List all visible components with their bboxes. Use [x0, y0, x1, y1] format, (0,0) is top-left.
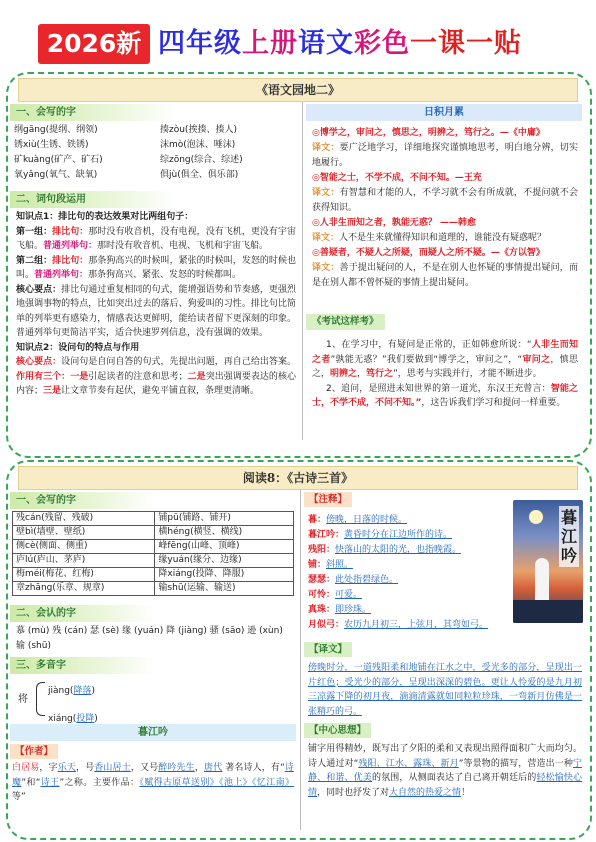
translation-text: 傍晚时分，一道残阳柔和地铺在江水之中，受光多的部分，呈现出一片红色；受光少的部分，呈现出深深的碧色。更让人怜爱的是九月初三凉露下降的初月夜，滴滴清露就如同粒粒珍珠，一弯新月仿佛是一张精巧的弓。 [308, 663, 582, 717]
author-text: ，字 [39, 763, 58, 773]
word-item: 纲gāng(提纲、纲领) [14, 125, 98, 135]
title-volume: 上册 [242, 28, 298, 59]
reading-word: 投降 [76, 714, 95, 724]
theme-content [308, 742, 582, 800]
word-item: 矿kuàng(矿产、矿石) [14, 155, 103, 165]
effect-text: 让文章节奏有起伏，避免平铺直叙，条理更清晰。 [61, 386, 260, 396]
top-divider [302, 102, 303, 440]
table-cell: 峰fēng(山峰、顶峰) [155, 540, 294, 554]
river-shape [513, 600, 583, 623]
word-item: 揍zòu(挨揍、揍人) [160, 125, 237, 135]
effect-label: 二是 [187, 371, 206, 382]
author-text: ，又号 [130, 763, 159, 773]
knowledge-point-1: 知识点1：排比句的表达效果对比两组句子： [16, 212, 194, 222]
table-cell: 庐lú(庐山、茅庐) [13, 554, 155, 568]
author-works: 《赋得古原草送别》《池上》《忆江南》 [139, 777, 294, 788]
exam-content [312, 338, 578, 411]
note-item [308, 527, 512, 542]
exam-text: ”孰能无惑？”我们要做到“博学之，审问之”，“ [330, 354, 523, 365]
table-cell: 壁bì(墙壁、壁纸) [13, 526, 155, 540]
list-label: 普通列举句： [34, 270, 89, 280]
exam-text: ， [357, 369, 367, 379]
note-def: 黄昏时分在江边所作的诗。 [344, 530, 453, 540]
effect-text: 引起读者的注意和思考； [88, 371, 188, 382]
word-item: 沫mò(泡沫、唾沫) [160, 140, 236, 150]
translation-text: 有智慧和才能的人，不学习就不会有所成就，不提问就不会获得知识。 [312, 188, 578, 213]
word-item: 氧yǎng(氧气、缺氧) [14, 170, 98, 180]
table-row [13, 582, 294, 596]
translation-label: 译文： [312, 143, 340, 153]
title-grade: 四年级 [158, 28, 242, 59]
usage-heading: 二、词句段运用 [10, 191, 176, 208]
note-term: 可怜： [308, 590, 336, 600]
note-def: 快落山的太阳的光，也指晚霞。 [335, 545, 462, 555]
poem-title-bar: 暮江吟 [10, 724, 296, 741]
exam-text: 1、在学习中，有疑问是正常的，正如韩愈所说：“ [326, 340, 532, 350]
poem-illustration [513, 500, 583, 623]
note-term: 暮： [308, 515, 327, 525]
author-text: ， [194, 763, 204, 773]
daily-content [312, 126, 578, 291]
reading-1 [48, 677, 168, 705]
moon-shape [529, 510, 543, 524]
exam-text: ”，思考与实践并行，才能不断进步。 [393, 369, 542, 379]
note-item [308, 602, 512, 617]
parallel-label: 排比句： [52, 226, 89, 237]
note-def: 斜照。 [326, 560, 354, 570]
polyphone-brace [36, 682, 45, 716]
table-cell: 章zhāng(乐章、规章) [13, 582, 155, 596]
group-1 [16, 225, 296, 254]
table-cell: 铺pū(铺路、铺开) [155, 512, 294, 526]
reading-close: ) [94, 714, 98, 724]
author-name: 白居易 [12, 763, 40, 773]
exam-text: ，慎思之， [312, 354, 578, 379]
author-highlight: 诗王 [40, 777, 60, 788]
translation-tag: 【译文】 [304, 642, 352, 657]
effect-label: 作用有三个：一是 [16, 371, 89, 382]
illustration-title: 暮江吟 [560, 508, 577, 565]
write-heading: 一、会写的字 [10, 492, 156, 509]
word-item: 俱jù(俱全、俱乐部) [160, 170, 239, 180]
group-2 [16, 254, 296, 283]
author-text: 等” [12, 792, 26, 802]
theme-highlight: 宁静、和谐、优美 [308, 758, 582, 783]
note-term: 残阳： [308, 545, 336, 555]
figure-shape [535, 558, 549, 604]
table-cell: 输shū(运输、输送) [155, 582, 294, 596]
theme-text: ！ [461, 787, 471, 798]
author-tag: 【作者】 [10, 744, 58, 759]
note-item [308, 542, 512, 557]
note-def: 即珍珠。 [335, 605, 372, 615]
answer: 笃行之 [366, 369, 394, 379]
group-label: 第一组： [16, 226, 53, 237]
author-text: ”和“ [21, 777, 41, 788]
title-color: 彩色 [354, 28, 410, 59]
year-label: 2026新 [46, 29, 142, 58]
translation-line [312, 261, 578, 291]
table-row [13, 526, 294, 540]
core-point-2 [16, 355, 296, 399]
table-cell: 横héng(横竖、横线) [155, 526, 294, 540]
theme-text: 铺字用得精妙，既写出了夕阳的柔和又表现出照得面积广大而均匀。诗人通过对“ [308, 744, 582, 769]
table-row [13, 554, 294, 568]
effect-text: 突出强调要表达的核心内容； [16, 371, 296, 396]
author-highlight: 诗魔 [12, 763, 294, 788]
note-item [308, 572, 512, 587]
core-label: 核心要点： [16, 284, 62, 295]
translation-text: 要广泛地学习，详细地探究谨慎地思考，明白地分辨，切实地履行。 [312, 143, 578, 168]
write-table [12, 511, 294, 596]
translation-label: 译文： [312, 188, 340, 198]
answer: 审问之 [522, 354, 551, 365]
core-point [16, 283, 296, 341]
translation-line [312, 231, 578, 246]
translation-line [312, 141, 578, 171]
note-def: 农历九月初三，上弦月，其弯如弓。 [344, 620, 489, 630]
daily-heading: 日积月累 [306, 104, 582, 121]
knowledge-point-2: 知识点2：设问句的特点与作用 [16, 342, 140, 353]
title-subject: 语文 [298, 28, 354, 59]
recognize-content [16, 624, 296, 654]
translation-text: 善于提出疑问的人，不是在别人也怀疑的事情提出疑问，而是在别人都不曾怀疑的事情上提出疑问。 [312, 263, 578, 288]
word-item: 锈xiù(生锈、铁锈) [14, 140, 89, 150]
note-term: 暮江吟： [308, 530, 345, 540]
core-text: 排比句通过重复相同的句式，能增强语势和节奏感，更强烈地强调事物的特点，比如突出过去的落后、狗爱叫的习性。排比句比简单的列举更有感染力，情感表达更鲜明，能给读者留下更深刻的印象。普通列举句更简洁平实，适合快速罗列信息，没有强调的效果。 [16, 284, 296, 338]
note-item [308, 617, 512, 632]
answer: 人非生而知之者 [312, 340, 578, 365]
author-highlight: 唐代 [203, 763, 223, 773]
author-text: ”之称。主要作品： [59, 777, 140, 788]
note-term: 瑟瑟： [308, 575, 336, 585]
exam-heading: 《考试这样考》 [306, 314, 385, 330]
notes-tag: 【注释】 [304, 492, 352, 507]
title-series: 一课一贴 [410, 28, 522, 59]
note-def: 可爱。 [335, 590, 363, 600]
quote-line: ◎人非生而知之者，孰能无惑？ ——韩愈 [312, 218, 476, 228]
list-sentence: 那条狗高兴、紧张、发怒的时候都叫。 [88, 270, 242, 280]
word-item: 综zōng(综合、综述) [160, 155, 243, 165]
list-label: 普通列举句： [43, 241, 98, 251]
table-cell: 残cán(残留、残破) [13, 512, 155, 526]
note-item [308, 587, 512, 602]
effect-label: 三是 [43, 386, 62, 396]
author-text: ，号 [75, 763, 95, 773]
exam-question-1 [312, 338, 578, 382]
author-content [12, 761, 294, 805]
table-cell: 缘yuán(缘分、边缘) [155, 554, 294, 568]
note-term: 铺： [308, 560, 327, 570]
page-header [0, 10, 596, 68]
top-banner: 《语文园地二》 [18, 78, 578, 102]
quote-line: ◎智能之士，不学不成，不问不知。—王充 [312, 173, 482, 183]
page-title [158, 22, 522, 66]
reading-close: ) [91, 686, 95, 696]
write-words-right [160, 123, 300, 183]
note-def: 此处指碧绿色。 [335, 575, 399, 585]
exam-text: 2、追问，是照进未知世界的第一道光，东汉王充曾言： [326, 383, 551, 394]
bottom-divider [300, 490, 301, 830]
parallel-sentence: 那时没有收音机，没有电视，没有飞机，更没有宇宙飞船。 [16, 226, 296, 251]
parallel-sentence: 那条狗高兴的时候叫，紧张的时候叫，发怒的时候也叫。 [16, 255, 296, 280]
theme-text: ，同时也抒发了对 [317, 787, 390, 798]
exam-text: ，这告诉我们学习和提问一样重要。 [421, 398, 566, 408]
note-term: 真珠： [308, 605, 336, 615]
exam-question-2 [312, 382, 578, 411]
parallel-label: 排比句： [52, 255, 89, 266]
translation-text: 人不是生来就懂得知识和道理的，谁能没有疑惑呢？ [339, 233, 547, 243]
polyphone-heading: 三、多音字 [10, 657, 156, 674]
table-cell: 梅méi(梅花、红梅) [13, 568, 155, 582]
recognize-line: 输 (shū) [16, 641, 51, 651]
reading-word: 降落 [73, 686, 92, 696]
write-words-left [14, 123, 154, 183]
reading-pinyin: xiáng( [48, 714, 77, 724]
note-def: 傍晚，日落的时候。 [326, 515, 408, 525]
polyphone-char: 将 [18, 694, 28, 705]
list-sentence: 那时没有收音机、电视、飞机和宇宙飞船。 [97, 241, 269, 251]
core-text: 设问句是自问自答的句式，先提出问题，再自己给出答案。 [61, 357, 296, 367]
quote-line: ◎博学之，审问之，慎思之，明辨之，笃行之。—《中庸》 [312, 128, 545, 138]
author-highlight: 乐天 [57, 763, 76, 773]
bottom-banner: 阅读8：《古诗三首》 [18, 466, 578, 490]
answer: 明辨之 [330, 369, 358, 379]
theme-text: ”等景物的描写，营造出一种 [458, 758, 573, 769]
group-label: 第二组： [16, 255, 53, 266]
table-row [13, 540, 294, 554]
theme-text: 的氛围，从侧面表达了自己离开朝廷后的 [371, 773, 537, 783]
note-term: 月似弓： [308, 620, 345, 630]
core-label: 核心要点： [16, 357, 62, 367]
answer: 智能之士，不学不成，不问不知。” [312, 383, 578, 408]
theme-highlight: 残阳、江水、露珠、新月 [358, 758, 459, 769]
theme-highlight: 轻松愉快心情 [308, 773, 582, 798]
recognize-line: 慕 (mù) 残 (cán) 瑟 (sè) 缘 (yuán) 降 (jiàng) 骚 (sāo) 逊 (xùn) [16, 626, 283, 636]
theme-tag: 【中心思想】 [304, 723, 371, 738]
theme-highlight: 大自然的热爱之情 [389, 787, 462, 798]
author-highlight: 香山居士 [94, 763, 131, 773]
table-cell: 降xiáng(投降、降服) [155, 568, 294, 582]
table-row [13, 568, 294, 582]
usage-content [16, 210, 296, 399]
recognize-heading: 二、会认的字 [10, 605, 156, 622]
translation-label: 译文： [312, 233, 340, 243]
note-item [308, 557, 512, 572]
note-item [308, 512, 512, 527]
reading-pinyin: jiàng( [48, 686, 74, 696]
quote-line: ◎善疑者，不疑人之所疑，而疑人之所不疑。—《方以智》 [312, 248, 545, 258]
author-text: 著名诗人，有“ [222, 763, 285, 773]
table-cell: 侧cè(侧面、侧重) [13, 540, 155, 554]
table-row [13, 512, 294, 526]
author-highlight: 醉吟先生 [158, 763, 195, 773]
notes-list [308, 512, 512, 632]
translation-label: 译文： [312, 263, 340, 273]
write-words-heading: 一、会写的字 [10, 104, 176, 121]
translation-line [312, 186, 578, 216]
